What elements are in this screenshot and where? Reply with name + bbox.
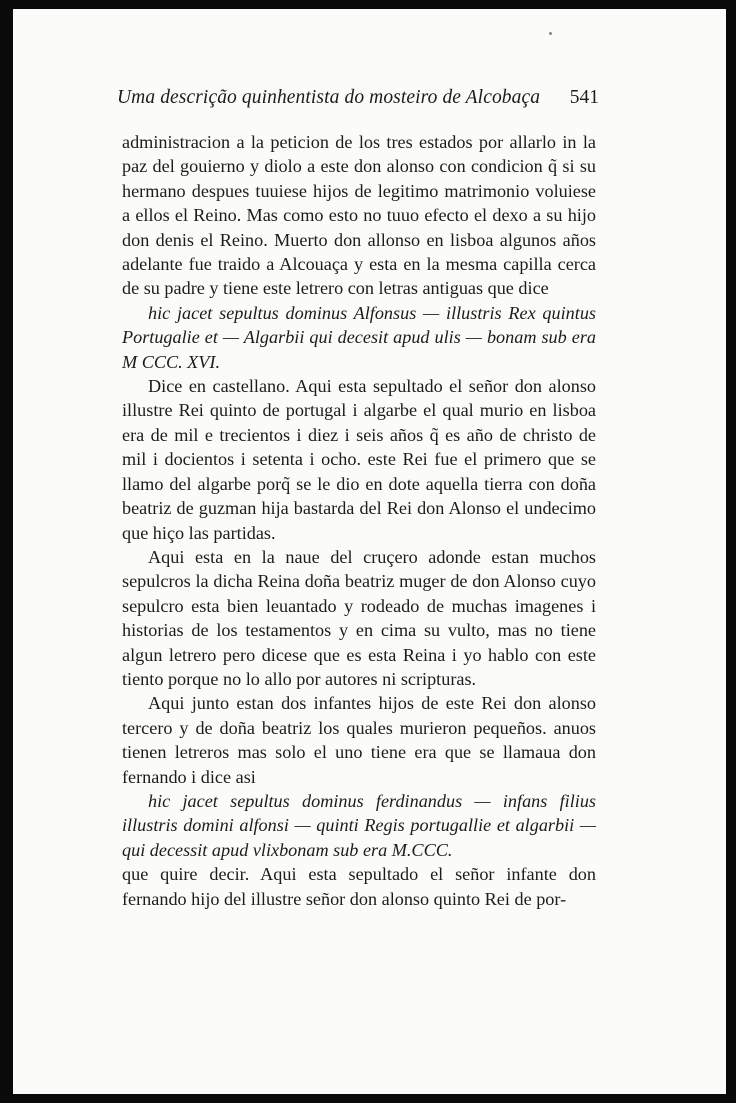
paragraph-beatriz: Aqui esta en la naue del cruçero adonde estan muchos sepulcros la dicha Reina doña beatriz muger de don Alonso cuyo sepulcro esta bien leuantado y rodeado de muchas imagenes i historias de los testamentos y en cima su vulto, mas no tiene algun letrero pero dicese que es esta Reina i yo hablo con este tiento porque no lo allo por autores ni scripturas. bbox=[122, 546, 596, 689]
page-number: 541 bbox=[569, 87, 599, 108]
running-header bbox=[117, 87, 599, 117]
running-title: Uma descrição quinhentista do mosteiro de Alcobaça bbox=[117, 87, 541, 108]
latin-epitaph-ferdinandus: hic jacet sepultus dominus ferdinandus — infans filius illustris domini alfonsi — quinti Regis portugallie et algarbii — qui decessit apud vlixbonam sub era M.CCC. bbox=[122, 790, 596, 860]
latin-epitaph-alfonsus: hic jacet sepultus dominus Alfonsus — illustris Rex quintus Portugalie et — Algarbii qui decesit apud ulis — bonam sub era M CCC. XVI. bbox=[122, 302, 596, 372]
body-text bbox=[122, 130, 596, 911]
paragraph-translation: Dice en castellano. Aqui esta sepultado el señor don alonso illustre Rei quinto de portugal i algarbe el qual murio en lisboa era de mil e trecientos i diez i seis años q̃ es año de christo de mil i docientos i setenta i ocho. este Rei fue el primero que se llamo del algarbe porq̃ se le dio en dote aquella tierra con doña beatriz de guzman hija bastarda del Rei don Alonso el undecimo que hiço las partidas. bbox=[122, 376, 596, 543]
paragraph-final: que quire decir. Aqui esta sepultado el señor infante don fernando hijo del illustre señor don alonso quinto Rei de por- bbox=[122, 864, 596, 909]
scan-speck bbox=[549, 32, 552, 35]
paragraph-continuation: administracion a la peticion de los tres estados por allarlo in la paz del gouierno y diolo a este don alonso con condicion q̃ si su hermano despues tuuiese hijos de legitimo matrimonio voluiese a ellos el Reino. Mas como esto no tuuo efecto el dexo a su hijo don denis el Reino. Muerto don allonso en lisboa algunos años adelante fue traido a Alcouaça y esta en la mesma capilla cerca de su padre y tiene este letrero con letras antiguas que dice bbox=[122, 132, 596, 299]
document-page bbox=[13, 9, 726, 1094]
paragraph-infantes: Aqui junto estan dos infantes hijos de este Rei don alonso tercero y de doña beatriz los quales murieron pequeños. anuos tienen letreros mas solo el uno tiene era que se llamaua don fernando i dice asi bbox=[122, 693, 596, 787]
